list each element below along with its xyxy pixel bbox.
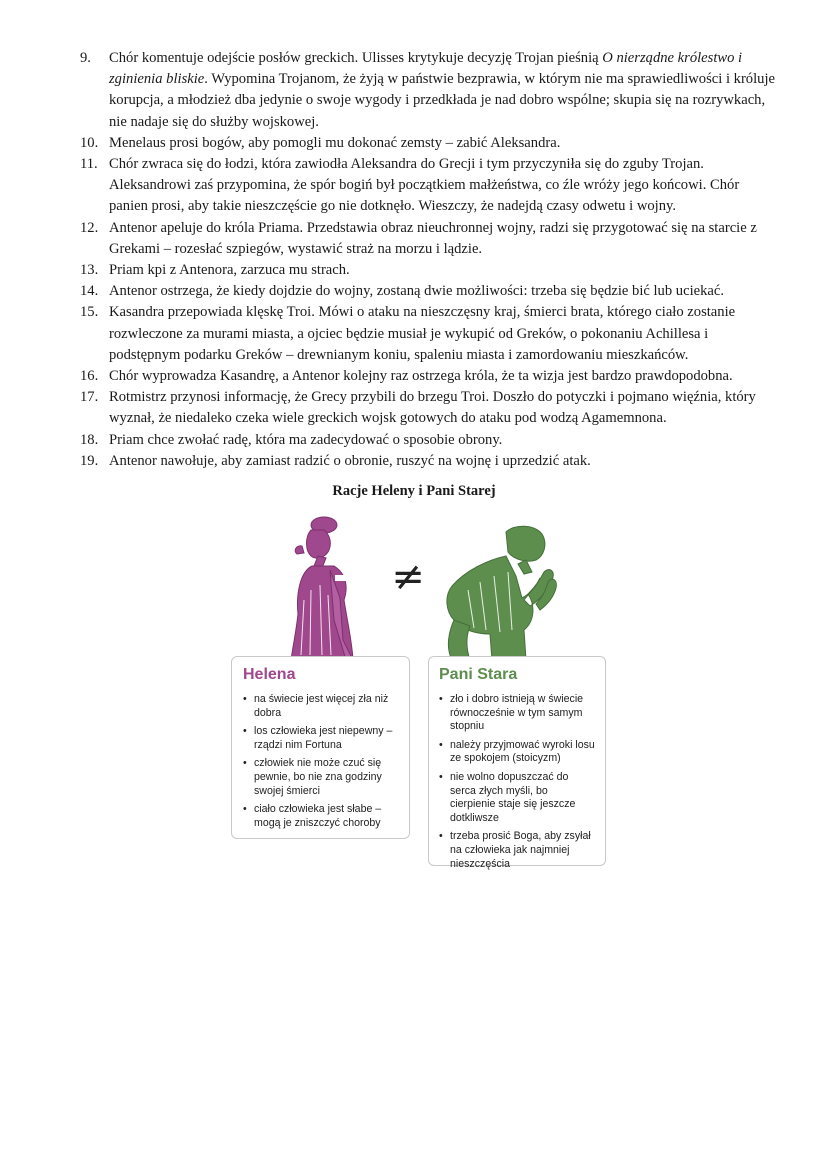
list-item: 17. Rotmistrz przynosi informację, że Grecy przybili do brzegu Troi. Doszło do potyczki i pojmano więźnia, który wyznał, że niedaleko czeka wiele greckich wojsk gotowych do ataku pod wodzą Agamemnona. (80, 389, 756, 427)
item-number: 17. (80, 389, 99, 406)
list-item: • na świecie jest więcej zła niż dobra (243, 693, 399, 720)
list-item: 18. Priam chce zwołać radę, która ma zadecydować o sposobie obrony. (80, 430, 780, 451)
list-item: 11. Chór zwraca się do łodzi, która zawiodła Aleksandra do Grecji i tym przyczyniła się do zguby Trojan. Aleksandrowi zaś przypomina, że spór bogiń był początkiem małżeństwa, co źle wróży jego końcowi. Chór panien prosi, aby takie nieszczęście go nie dotknęło. Wieszczy, że nadejdą czasy odwetu i wojny. (80, 156, 740, 215)
helena-arguments (243, 693, 399, 830)
pani-stara-figure (447, 526, 556, 660)
list-item: 9. Chór komentuje odejście posłów greckich. Ulisses krytykuje decyzję Trojan pieśnią O nierządne królestwo i zginienia bliskie. Wypomina Trojanom, że żyją w państwie bezprawia, w którym nie ma sprawiedliwości i króluje korupcja, a młodzież dba jedynie o swoje wygody i przedkłada je nad dobro wspólne; skupia się na rozrywkach, nie nadaje się do służby wojskowej. (80, 50, 775, 130)
list-item: 13. Priam kpi z Antenora, zarzuca mu strach. (80, 260, 780, 281)
item-number: 18. (80, 431, 99, 448)
pani-stara-card-title: Pani Stara (439, 666, 518, 683)
figure-title: Racje Heleny i Pani Starej (332, 483, 496, 499)
helena-card-title: Helena (243, 666, 296, 683)
item-number: 15. (80, 304, 99, 321)
list-item: 14. Antenor ostrzega, że kiedy dojdzie do wojny, zostaną dwie możliwości: trzeba się będzie bić lub uciekać. (80, 281, 780, 302)
not-equal-symbol: ≠ (391, 554, 425, 600)
list-item: • zło i dobro istnieją w świecie równocześnie w tym samym stopniu (439, 693, 595, 734)
item-number: 13. (80, 262, 99, 279)
list-item: 19. Antenor nawołuje, aby zamiast radzić o obronie, ruszyć na wojnę i uprzedzić atak. (80, 451, 780, 472)
list-item: 16. Chór wyprowadza Kasandrę, a Antenor kolejny raz ostrzega króla, że ta wizja jest bardzo prawdopodobna. (80, 366, 780, 387)
pani-stara-arguments (439, 693, 595, 871)
list-item: • należy przyjmować wyroki losu ze spokojem (stoicyzm) (439, 739, 595, 766)
list-item: • los człowieka jest niepewny – rządzi nim Fortuna (243, 725, 399, 752)
item-number: 16. (80, 368, 99, 385)
pani-stara-card (428, 656, 606, 870)
list-item: • człowiek nie może czuć się pewnie, bo nie zna godziny swojej śmierci (243, 757, 399, 798)
item-number: 12. (80, 219, 99, 236)
item-number: 19. (80, 452, 99, 469)
list-item: 12. Antenor apeluje do króla Priama. Przedstawia obraz nieuchronnej wojny, radzi się przygotować się na starcie z Grekami – rozesłać szpiegów, wystawić straż na morzu i lądzie. (80, 219, 757, 257)
item-number: 9. (80, 50, 91, 66)
list-item: • trzeba prosić Boga, aby zsyłał na człowieka jak najmniej nieszczęścia (439, 830, 595, 871)
helena-card (231, 656, 410, 839)
list-item: • ciało człowieka jest słabe – mogą je zniszczyć choroby (243, 803, 399, 830)
item-number: 10. (80, 134, 99, 151)
list-item: 10. Menelaus prosi bogów, aby pomogli mu dokonać zemsty – zabić Aleksandra. (80, 133, 780, 154)
list-item: • nie wolno dopuszczać do serca złych myśli, bo cierpienie staje się jeszcze dotkliwsze (439, 771, 595, 825)
item-number: 14. (80, 283, 99, 300)
list-item: 15. Kasandra przepowiada klęskę Troi. Mówi o ataku na nieszczęsny kraj, śmierci brata, którego ciało zostanie rozwleczone za murami miasta, a ojciec będzie musiał je wykupić od Greków, o pokonaniu Achillesa i podstępnym podarku Greków – drewnianym koniu, spaleniu miasta i zamordowaniu mieszkańców. (80, 304, 736, 363)
item-number: 11. (80, 156, 98, 173)
